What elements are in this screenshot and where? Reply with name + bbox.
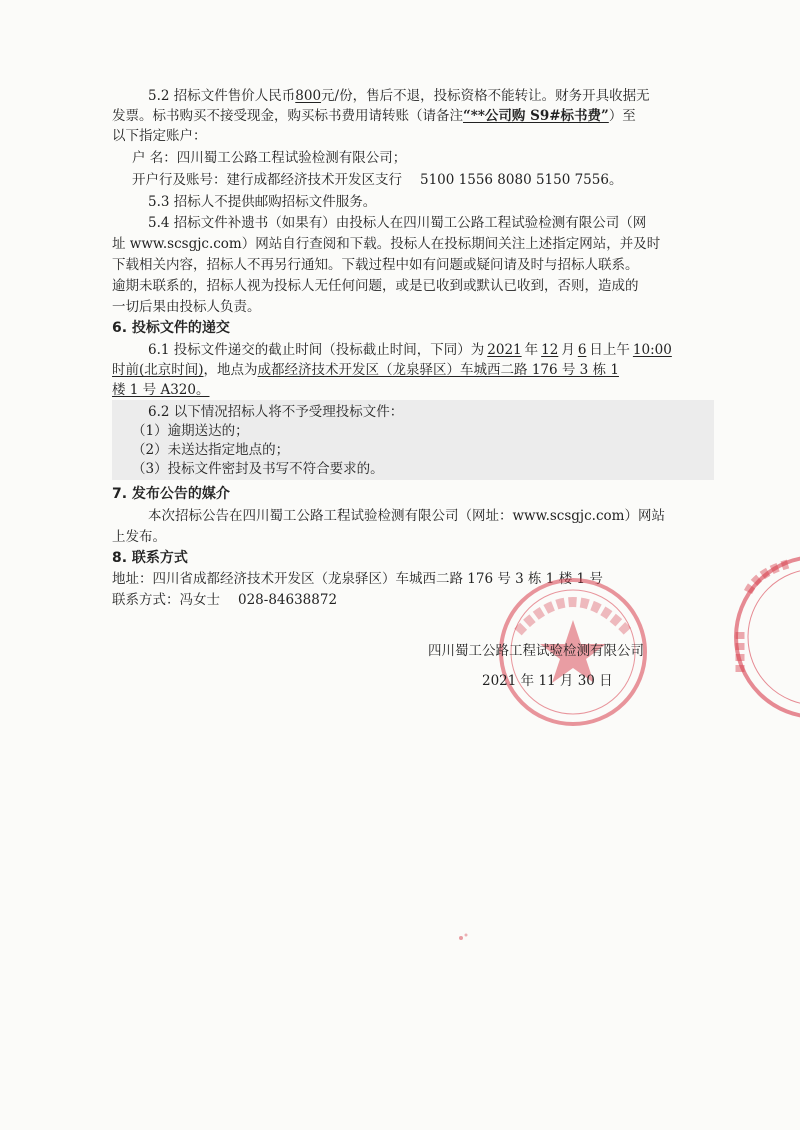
para-5-2-line3: 以下指定账户： [112,128,207,144]
signature-company: 四川蜀工公路工程试验检测有限公司 [428,643,644,659]
ink-speck [456,930,470,944]
condition-item: （3）投标文件密封及书写不符合要求的。 [132,461,384,477]
heading-section-8: 8. 联系方式 [112,550,188,566]
signature-date: 2021 年 11 月 30 日 [482,673,613,689]
condition-item: （2）未送达指定地点的； [132,442,290,458]
para-6-1-line2: 时前(北京时间)，地点为成都经济技术开发区（龙泉驿区）车城西二路 176 号 3 栋 1 [112,362,619,378]
para-6-1-line1: 6.1 投标文件递交的截止时间（投标截止时间，下同）为 2021 年 12 月 6 日上午 10:00 [148,342,672,358]
para-7-line1: 本次招标公告在四川蜀工公路工程试验检测有限公司（网址：www.scsgjc.com）网站 [148,508,665,524]
para-5-4-line4: 逾期未联系的，招标人视为投标人无任何问题，或是已收到或默认已收到，否则，造成的 [112,278,639,294]
para-5-2-line1: 5.2 招标文件售价人民币800元/份，售后不退，投标资格不能转让。财务开具收据无 [148,88,650,104]
para-5-3: 5.3 招标人不提供邮购招标文件服务。 [148,194,377,210]
right-edge-seal-stamp [728,552,800,722]
condition-item: （1）逾期送达的； [132,423,249,439]
para-5-4-line1: 5.4 招标文件补遗书（如果有）由投标人在四川蜀工公路工程试验检测有限公司（网 [148,215,647,231]
heading-section-6: 6. 投标文件的递交 [112,320,230,336]
para-6-2: 6.2 以下情况招标人将不予受理投标文件： [148,404,404,420]
para-6-1-line3: 楼 1 号 A320。 [112,382,210,398]
para-5-4-line2: 址 www.scsgjc.com）网站自行查阅和下载。投标人在投标期间关注上述指定网站，并及时 [112,236,661,252]
para-5-4-line3: 下载相关内容，招标人不再另行通知。下载过程中如有问题或疑问请及时与招标人联系。 [112,257,639,273]
heading-section-7: 7. 发布公告的媒介 [112,486,230,502]
para-5-2-line2: 发票。标书购买不接受现金，购买标书费用请转账（请备注“**公司购 S9#标书费”）至 [112,108,636,124]
para-5-4-line5: 一切后果由投标人负责。 [112,299,261,315]
para-7-line2: 上发布。 [112,529,166,545]
bank-account: 开户行及账号：建行成都经济技术开发区支行 5100 1556 8080 5150 7556。 [132,172,623,188]
account-name: 户 名：四川蜀工公路工程试验检测有限公司； [132,150,407,166]
contact-address: 地址：四川省成都经济技术开发区（龙泉驿区）车城西二路 176 号 3 栋 1 楼 1 号 [112,571,603,587]
contact-person: 联系方式：冯女士 028-84638872 [112,592,338,608]
